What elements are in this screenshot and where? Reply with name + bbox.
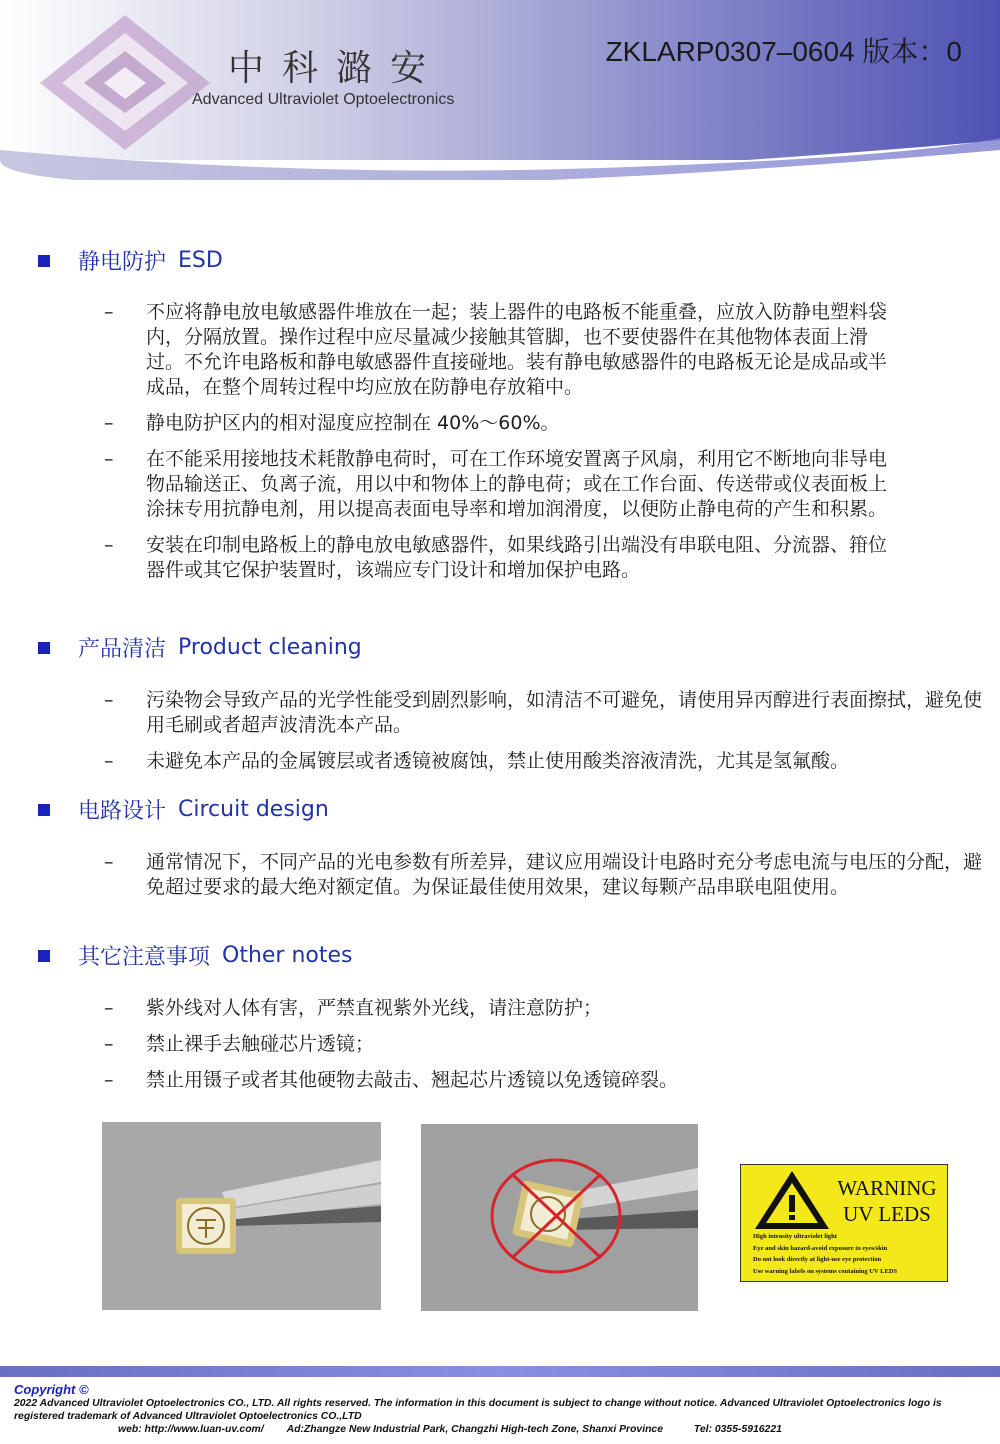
section-title-cn: 产品清洁	[78, 637, 167, 662]
copyright-text: 2022 Advanced Ultraviolet Optoelectronics CO., LTD. All rights reserved. The information in this document is subject to change without notice. Advanced Ultraviolet Optoelectronics logo is registered trademark of Advanced Ultraviolet Optoelectronics CO.,LTD	[14, 1398, 942, 1422]
section-title-en: Circuit design	[178, 797, 329, 822]
list-item	[104, 447, 904, 522]
section-title-cn: 电路设计	[78, 799, 167, 824]
list-item-text: 静电防护区内的相对湿度应控制在 40%～60%。	[146, 412, 560, 434]
company-logo	[40, 15, 230, 155]
brand-name-en: Advanced Ultraviolet Optoelectronics	[192, 91, 455, 108]
footer-divider	[0, 1366, 1000, 1377]
list-item	[104, 300, 904, 400]
list-item	[104, 688, 984, 738]
cleaning-list	[104, 688, 984, 785]
other-notes-list	[104, 996, 984, 1104]
dash-marker: –	[104, 689, 114, 711]
brand-name-cn: 中科潞安	[228, 48, 445, 89]
bullet-square-icon	[38, 642, 50, 654]
bullet-square-icon	[38, 804, 50, 816]
warning-title-line1: WARNING	[837, 1176, 937, 1200]
warning-line: Use warning labels on systems containing UV LEDS	[753, 1267, 898, 1275]
warning-title-line2: UV LEDS	[843, 1202, 931, 1226]
section-heading-esd	[38, 245, 223, 276]
dash-marker: –	[104, 1033, 114, 1055]
phone-text: Tel: 0355-5916221	[693, 1424, 782, 1435]
tweezers-correct-photo	[102, 1122, 381, 1310]
section-title-en: Product cleaning	[178, 635, 362, 660]
list-item-text: 污染物会导致产品的光学性能受到剧烈影响，如清洁不可避免，请使用异丙醇进行表面擦拭，避免使用毛刷或者超声波清洗本产品。	[146, 689, 983, 736]
list-item	[104, 749, 984, 774]
list-item-text: 通常情况下，不同产品的光电参数有所差异，建议应用端设计电路时充分考虑电流与电压的分配，避免超过要求的最大绝对额定值。为保证最佳使用效果，建议每颗产品串联电阻使用。	[146, 851, 983, 898]
list-item-text: 紫外线对人体有害，严禁直视紫外光线，请注意防护；	[146, 997, 603, 1019]
contact-line	[14, 1423, 994, 1437]
dash-marker: –	[104, 534, 114, 556]
section-heading-cleaning	[38, 632, 362, 663]
dash-marker: –	[104, 448, 114, 470]
list-item-text: 禁止用镊子或者其他硬物去敲击、翘起芯片透镜以免透镜碎裂。	[146, 1069, 679, 1091]
warning-title	[837, 1175, 937, 1227]
list-item	[104, 996, 984, 1021]
copyright-title: Copyright ©	[14, 1382, 89, 1397]
section-heading-circuit	[38, 794, 329, 825]
website-link[interactable]: web: http://www.luan-uv.com/	[118, 1424, 264, 1435]
bullet-square-icon	[38, 255, 50, 267]
section-title-en: ESD	[178, 248, 223, 273]
list-item	[104, 533, 904, 583]
list-item-text: 未避免本产品的金属镀层或者透镜被腐蚀，禁止使用酸类溶液清洗，尤其是氢氟酸。	[146, 750, 850, 772]
page-header	[0, 0, 1000, 180]
dash-marker: –	[104, 1069, 114, 1091]
warning-line: Do not look directly at light-use eye protection	[753, 1256, 882, 1263]
warning-lines	[753, 1231, 943, 1277]
list-item	[104, 850, 984, 900]
section-title-en: Other notes	[222, 943, 353, 968]
bullet-square-icon	[38, 950, 50, 962]
esd-list	[104, 300, 904, 594]
dash-marker: –	[104, 851, 114, 873]
list-item-text: 安装在印制电路板上的静电放电敏感器件，如果线路引出端没有串联电阻、分流器、箝位器件或其它保护装置时，该端应专门设计和增加保护电路。	[146, 534, 888, 581]
circuit-list	[104, 850, 984, 911]
dash-marker: –	[104, 412, 114, 434]
warning-triangle-icon	[753, 1169, 831, 1231]
uv-warning-label	[740, 1164, 948, 1282]
list-item	[104, 411, 904, 436]
tweezers-incorrect-photo	[421, 1124, 698, 1311]
list-item-text: 在不能采用接地技术耗散静电荷时，可在工作环境安置离子风扇，利用它不断地向非导电物品输送正、负离子流，用以中和物体上的静电荷；或在工作台面、传送带或仪表面板上涂抹专用抗静电剂，用以提高表面电导率和增加润滑度，以便防止静电荷的产生和积累。	[146, 448, 888, 520]
section-title-cn: 静电防护	[78, 250, 167, 275]
section-title-cn: 其它注意事项	[78, 945, 211, 970]
dash-marker: –	[104, 301, 114, 323]
page-footer	[14, 1382, 994, 1437]
dash-marker: –	[104, 750, 114, 772]
address-text: Ad:Zhangze New Industrial Park, Changzhi High-tech Zone, Shanxi Province	[286, 1424, 663, 1435]
warning-line: High intensity ultraviolet light	[753, 1233, 837, 1240]
section-heading-other-notes	[38, 940, 353, 971]
list-item	[104, 1068, 984, 1093]
list-item-text: 禁止裸手去触碰芯片透镜；	[146, 1033, 375, 1055]
document-code: ZKLARP0307–0604 版本：0	[605, 36, 962, 67]
dash-marker: –	[104, 997, 114, 1019]
warning-line: Eye and skin hazard-avoid exposure to eyes/skin	[753, 1244, 888, 1252]
list-item-text: 不应将静电放电敏感器件堆放在一起；装上器件的电路板不能重叠，应放入防静电塑料袋内，分隔放置。操作过程中应尽量减少接触其管脚，也不要使器件在其他物体表面上滑过。不允许电路板和静电敏感器件直接碰地。装有静电敏感器件的电路板无论是成品或半成品，在整个周转过程中均应放在防静电存放箱中。	[146, 301, 888, 398]
list-item	[104, 1032, 984, 1057]
